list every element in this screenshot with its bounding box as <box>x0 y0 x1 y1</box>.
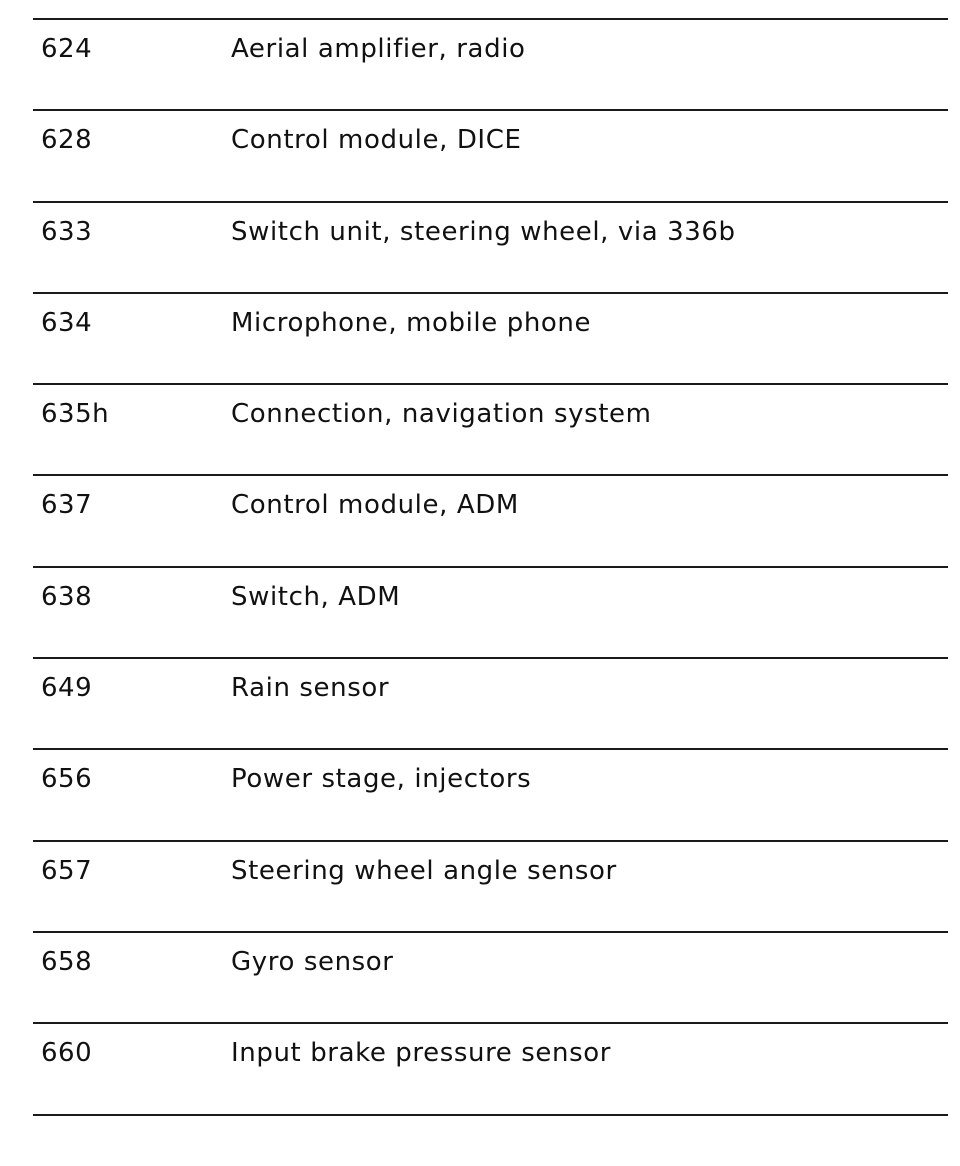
component-description: Switch, ADM <box>231 581 401 612</box>
component-code: 638 <box>41 581 93 612</box>
component-description: Input brake pressure sensor <box>231 1038 612 1069</box>
component-description: Switch unit, steering wheel, via 336b <box>231 216 736 247</box>
table-row <box>33 294 948 385</box>
component-code: 637 <box>41 490 93 521</box>
component-description: Connection, navigation system <box>231 399 652 430</box>
component-description: Rain sensor <box>231 673 390 704</box>
component-description: Control module, DICE <box>231 125 522 156</box>
component-code: 624 <box>41 34 93 64</box>
component-code: 635h <box>41 399 110 430</box>
table-row <box>33 203 948 294</box>
component-code: 658 <box>41 946 93 977</box>
component-code: 633 <box>41 216 93 247</box>
component-description: Microphone, mobile phone <box>231 307 592 338</box>
table-row <box>33 385 948 476</box>
component-code: 634 <box>41 307 93 338</box>
component-description: Control module, ADM <box>231 490 519 521</box>
component-description: Gyro sensor <box>231 946 394 977</box>
table-row <box>33 111 948 202</box>
table-row <box>33 842 948 933</box>
table-row <box>33 476 948 567</box>
component-description: Steering wheel angle sensor <box>231 855 617 886</box>
component-code: 657 <box>41 855 93 886</box>
component-description: Aerial amplifier, radio <box>231 34 526 64</box>
table-row <box>33 568 948 659</box>
table-row <box>33 750 948 841</box>
table-row <box>33 20 948 111</box>
component-code: 656 <box>41 764 93 795</box>
component-code: 649 <box>41 673 93 704</box>
table-row <box>33 933 948 1024</box>
component-code: 628 <box>41 125 93 156</box>
table-row <box>33 659 948 750</box>
component-description: Power stage, injectors <box>231 764 532 795</box>
table-row <box>33 1024 948 1115</box>
component-table <box>33 18 948 1116</box>
component-code: 660 <box>41 1038 93 1069</box>
